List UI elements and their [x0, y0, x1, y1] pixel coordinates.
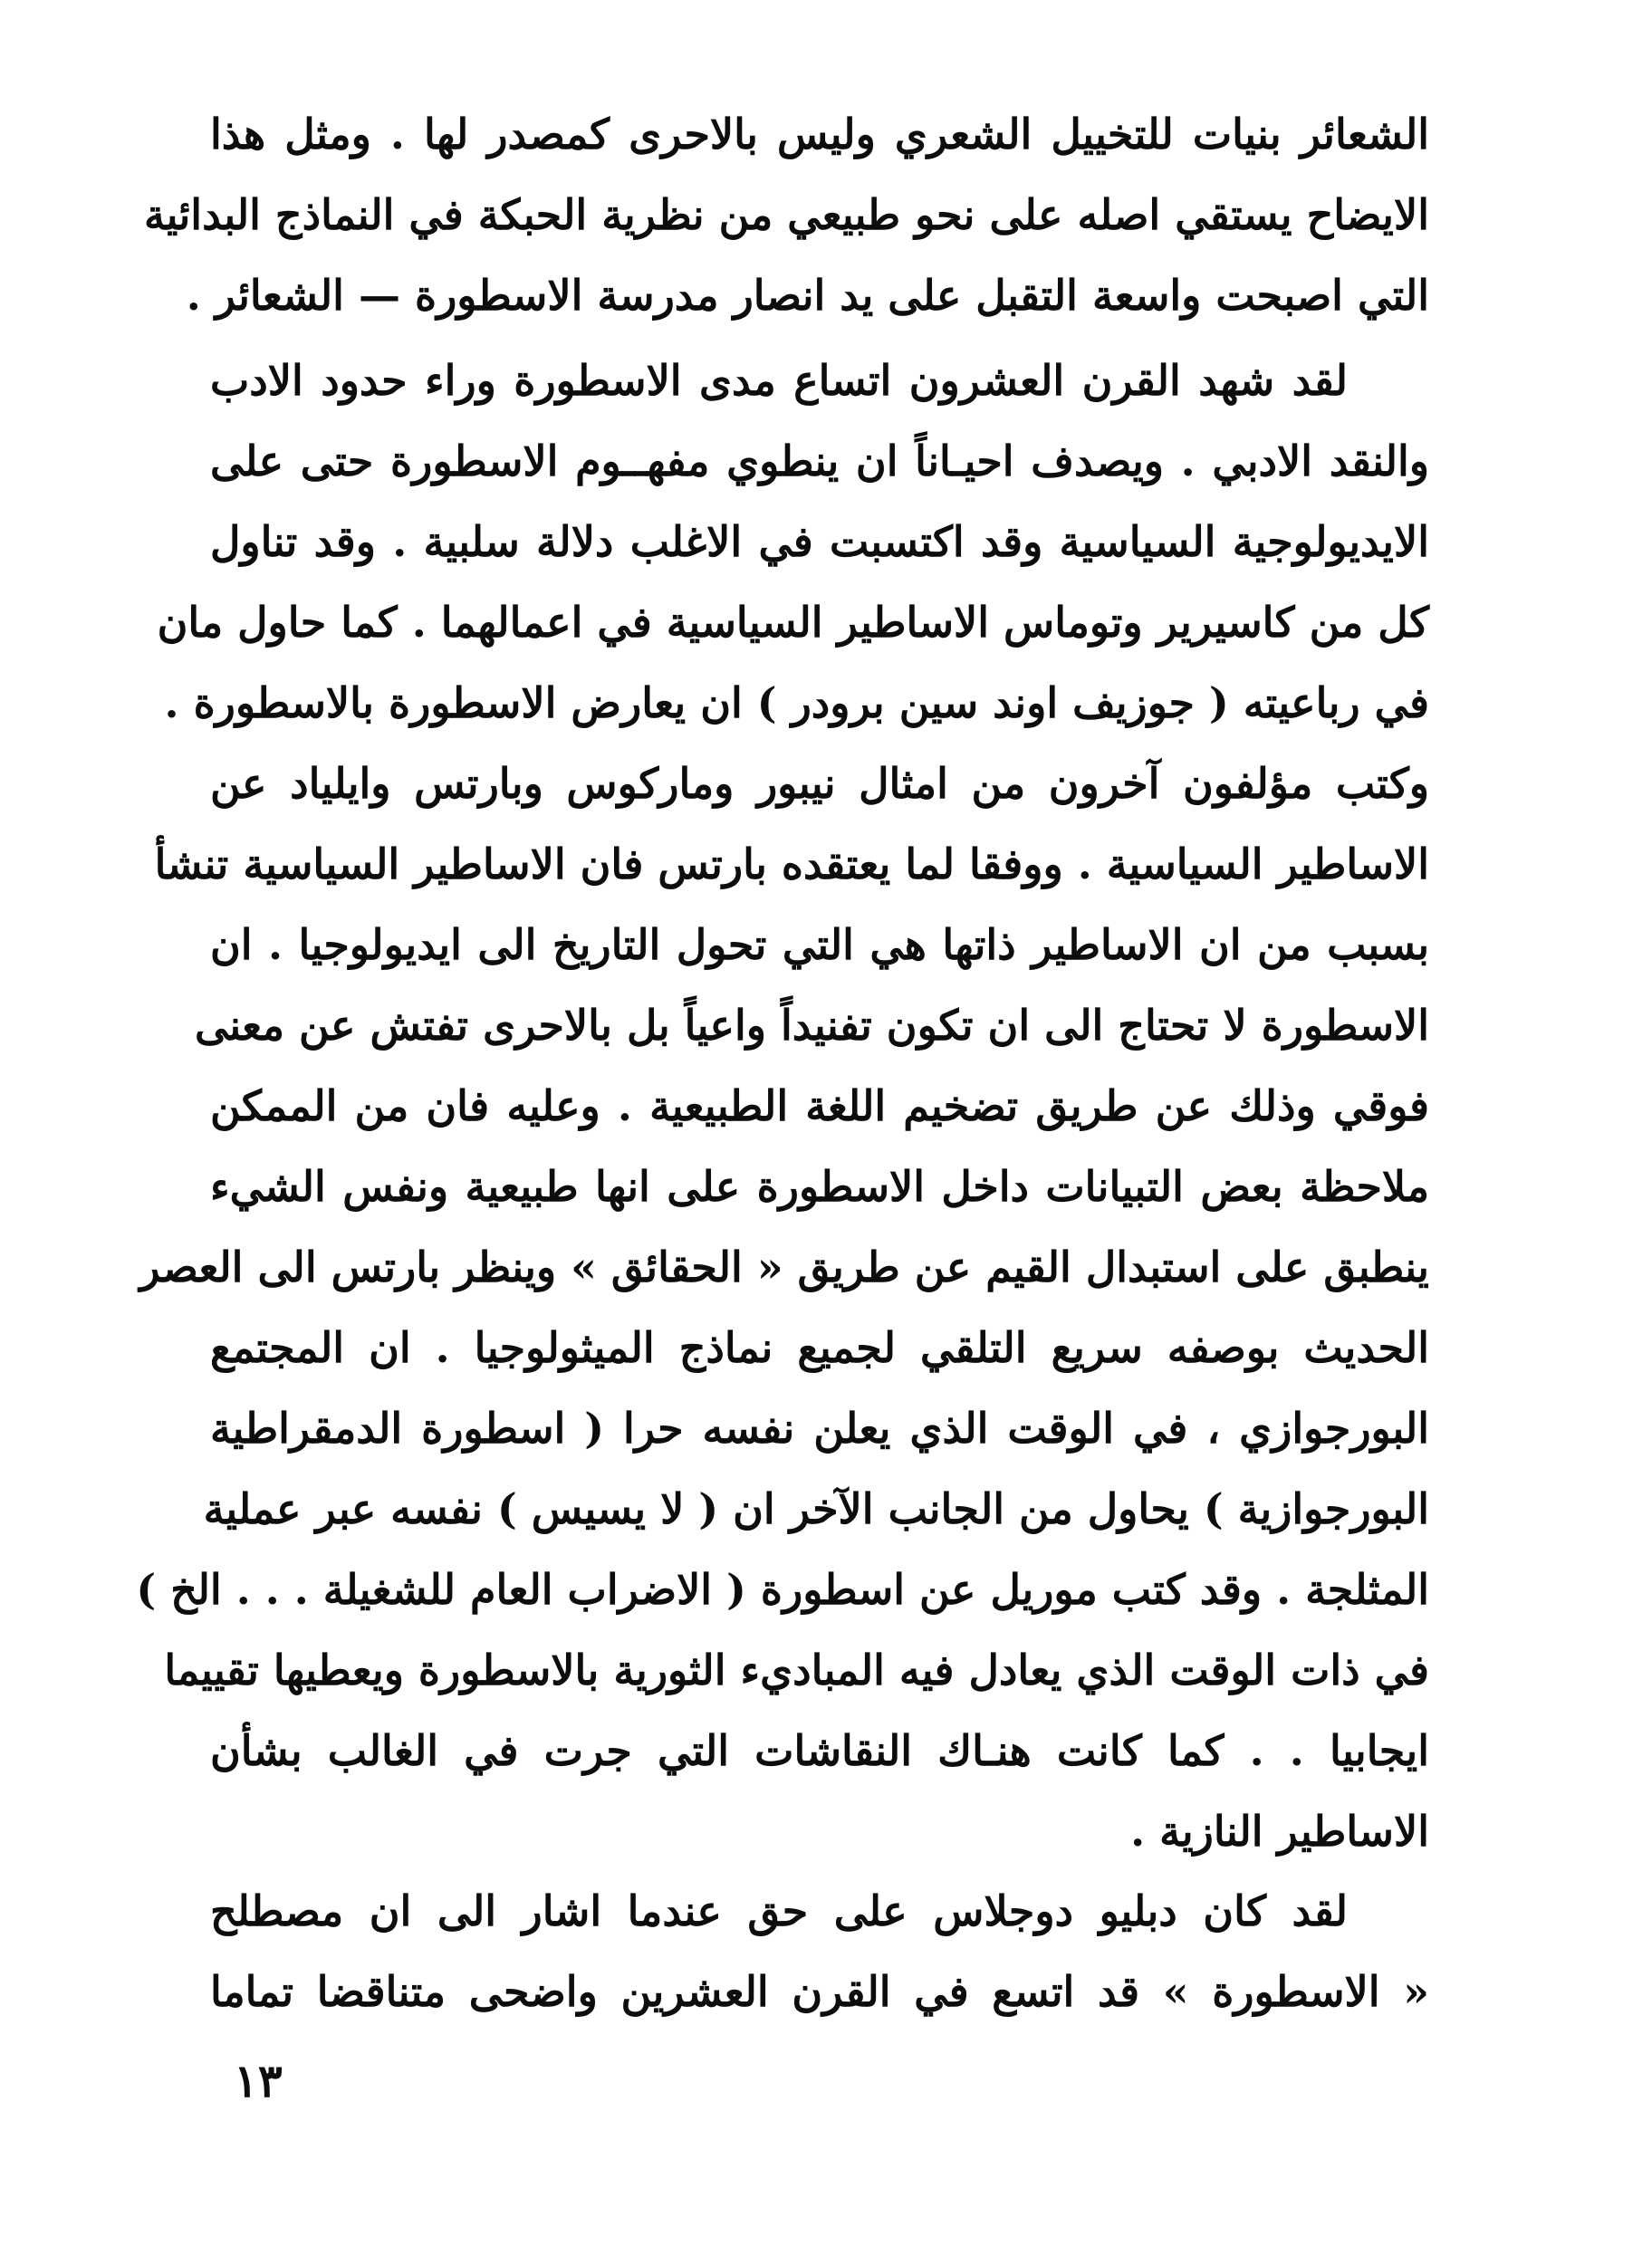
text-line: في ذات الوقت الذي يعادل فيه المباديء الثورية بالاسطورة ويعطيها تقييما — [164, 1646, 1429, 1694]
text-line: ايجابيا . . كما كانت هنـاك النقاشات التي جرت في الغالب بشأن — [210, 1726, 1429, 1775]
text-line: في رباعيته ( جوزيف اوند سين برودر ) ان يعارض الاسطورة بالاسطورة . — [164, 678, 1429, 727]
paragraph-2 — [136, 341, 1429, 1872]
text-line: كل من كاسيرير وتوماس الاساطير السياسية في اعمالهما . كما حاول مان — [157, 598, 1429, 647]
text-line: الحديث بوصفه سريع التلقي لجميع نماذج الميثولوجيا . ان المجتمع — [210, 1323, 1429, 1372]
text-line: المثلجة . وقد كتب موريل عن اسطورة ( الاضراب العام للشغيلة . . . الخ ) — [136, 1565, 1429, 1614]
text-line: الايضاح يستقي اصله على نحو طبيعي من نظرية الحبكة في النماذج البدائية — [143, 190, 1429, 239]
text-line: التي اصبحت واسعة التقبل على يد انصار مدرسة الاسطورة — الشعائر . — [186, 271, 1429, 320]
text-line: ملاحظة بعض التبيانات داخل الاسطورة على انها طبيعية ونفس الشيء — [210, 1162, 1429, 1211]
page-number: ١٣ — [234, 2054, 283, 2107]
paragraph-1 — [143, 94, 1429, 336]
text-line: الاساطير النازية . — [1130, 1807, 1429, 1856]
text-line: فوقي وذلك عن طريق تضخيم اللغة الطبيعية . وعليه فان من الممكن — [210, 1081, 1429, 1130]
text-line: الاساطير السياسية . ووفقا لما يعتقده بارتس فان الاساطير السياسية تنشأ — [154, 840, 1429, 888]
text-line: الايديولوجية السياسية وقد اكتسبت في الاغلب دلالة سلبية . وقد تناول — [210, 517, 1429, 566]
paragraph-3 — [210, 1871, 1429, 2032]
text-line: لقد شهد القرن العشرون اتساع مدى الاسطورة وراء حدود الادب — [210, 356, 1348, 405]
text-line: وكتب مؤلفون آخرون من امثال نيبور وماركوس وبارتس وايلياد عن — [210, 759, 1429, 808]
text-line: الشعائر بنيات للتخييل الشعري وليس بالاحرى كمصدر لها . ومثل هذا — [210, 110, 1429, 158]
text-line: لقد كان دبليو دوجلاس على حق عندما اشار الى ان مصطلح — [210, 1886, 1348, 1935]
text-line: والنقد الادبي . ويصدف احيـاناً ان ينطوي مفهــوم الاسطورة حتى على — [210, 437, 1429, 485]
text-line: ينطبق على استبدال القيم عن طريق « الحقائق » وينظر بارتس الى العصر — [139, 1243, 1429, 1291]
text-line: الاسطورة لا تحتاج الى ان تكون تفنيداً واعياً بل بالاحرى تفتش عن معنى — [194, 1001, 1429, 1050]
text-line: البورجوازية ) يحاول من الجانب الآخر ان ( لا يسيس ) نفسه عبر عملية — [203, 1484, 1429, 1533]
text-line: بسبب من ان الاساطير ذاتها هي التي تحول التاريخ الى ايديولوجيا . ان — [210, 920, 1429, 969]
text-line: البورجوازي ، في الوقت الذي يعلن نفسه حرا ( اسطورة الدمقراطية — [210, 1404, 1429, 1453]
text-line: « الاسطورة » قد اتسع في القرن العشرين واضحى متناقضا تماما — [210, 1967, 1429, 2016]
